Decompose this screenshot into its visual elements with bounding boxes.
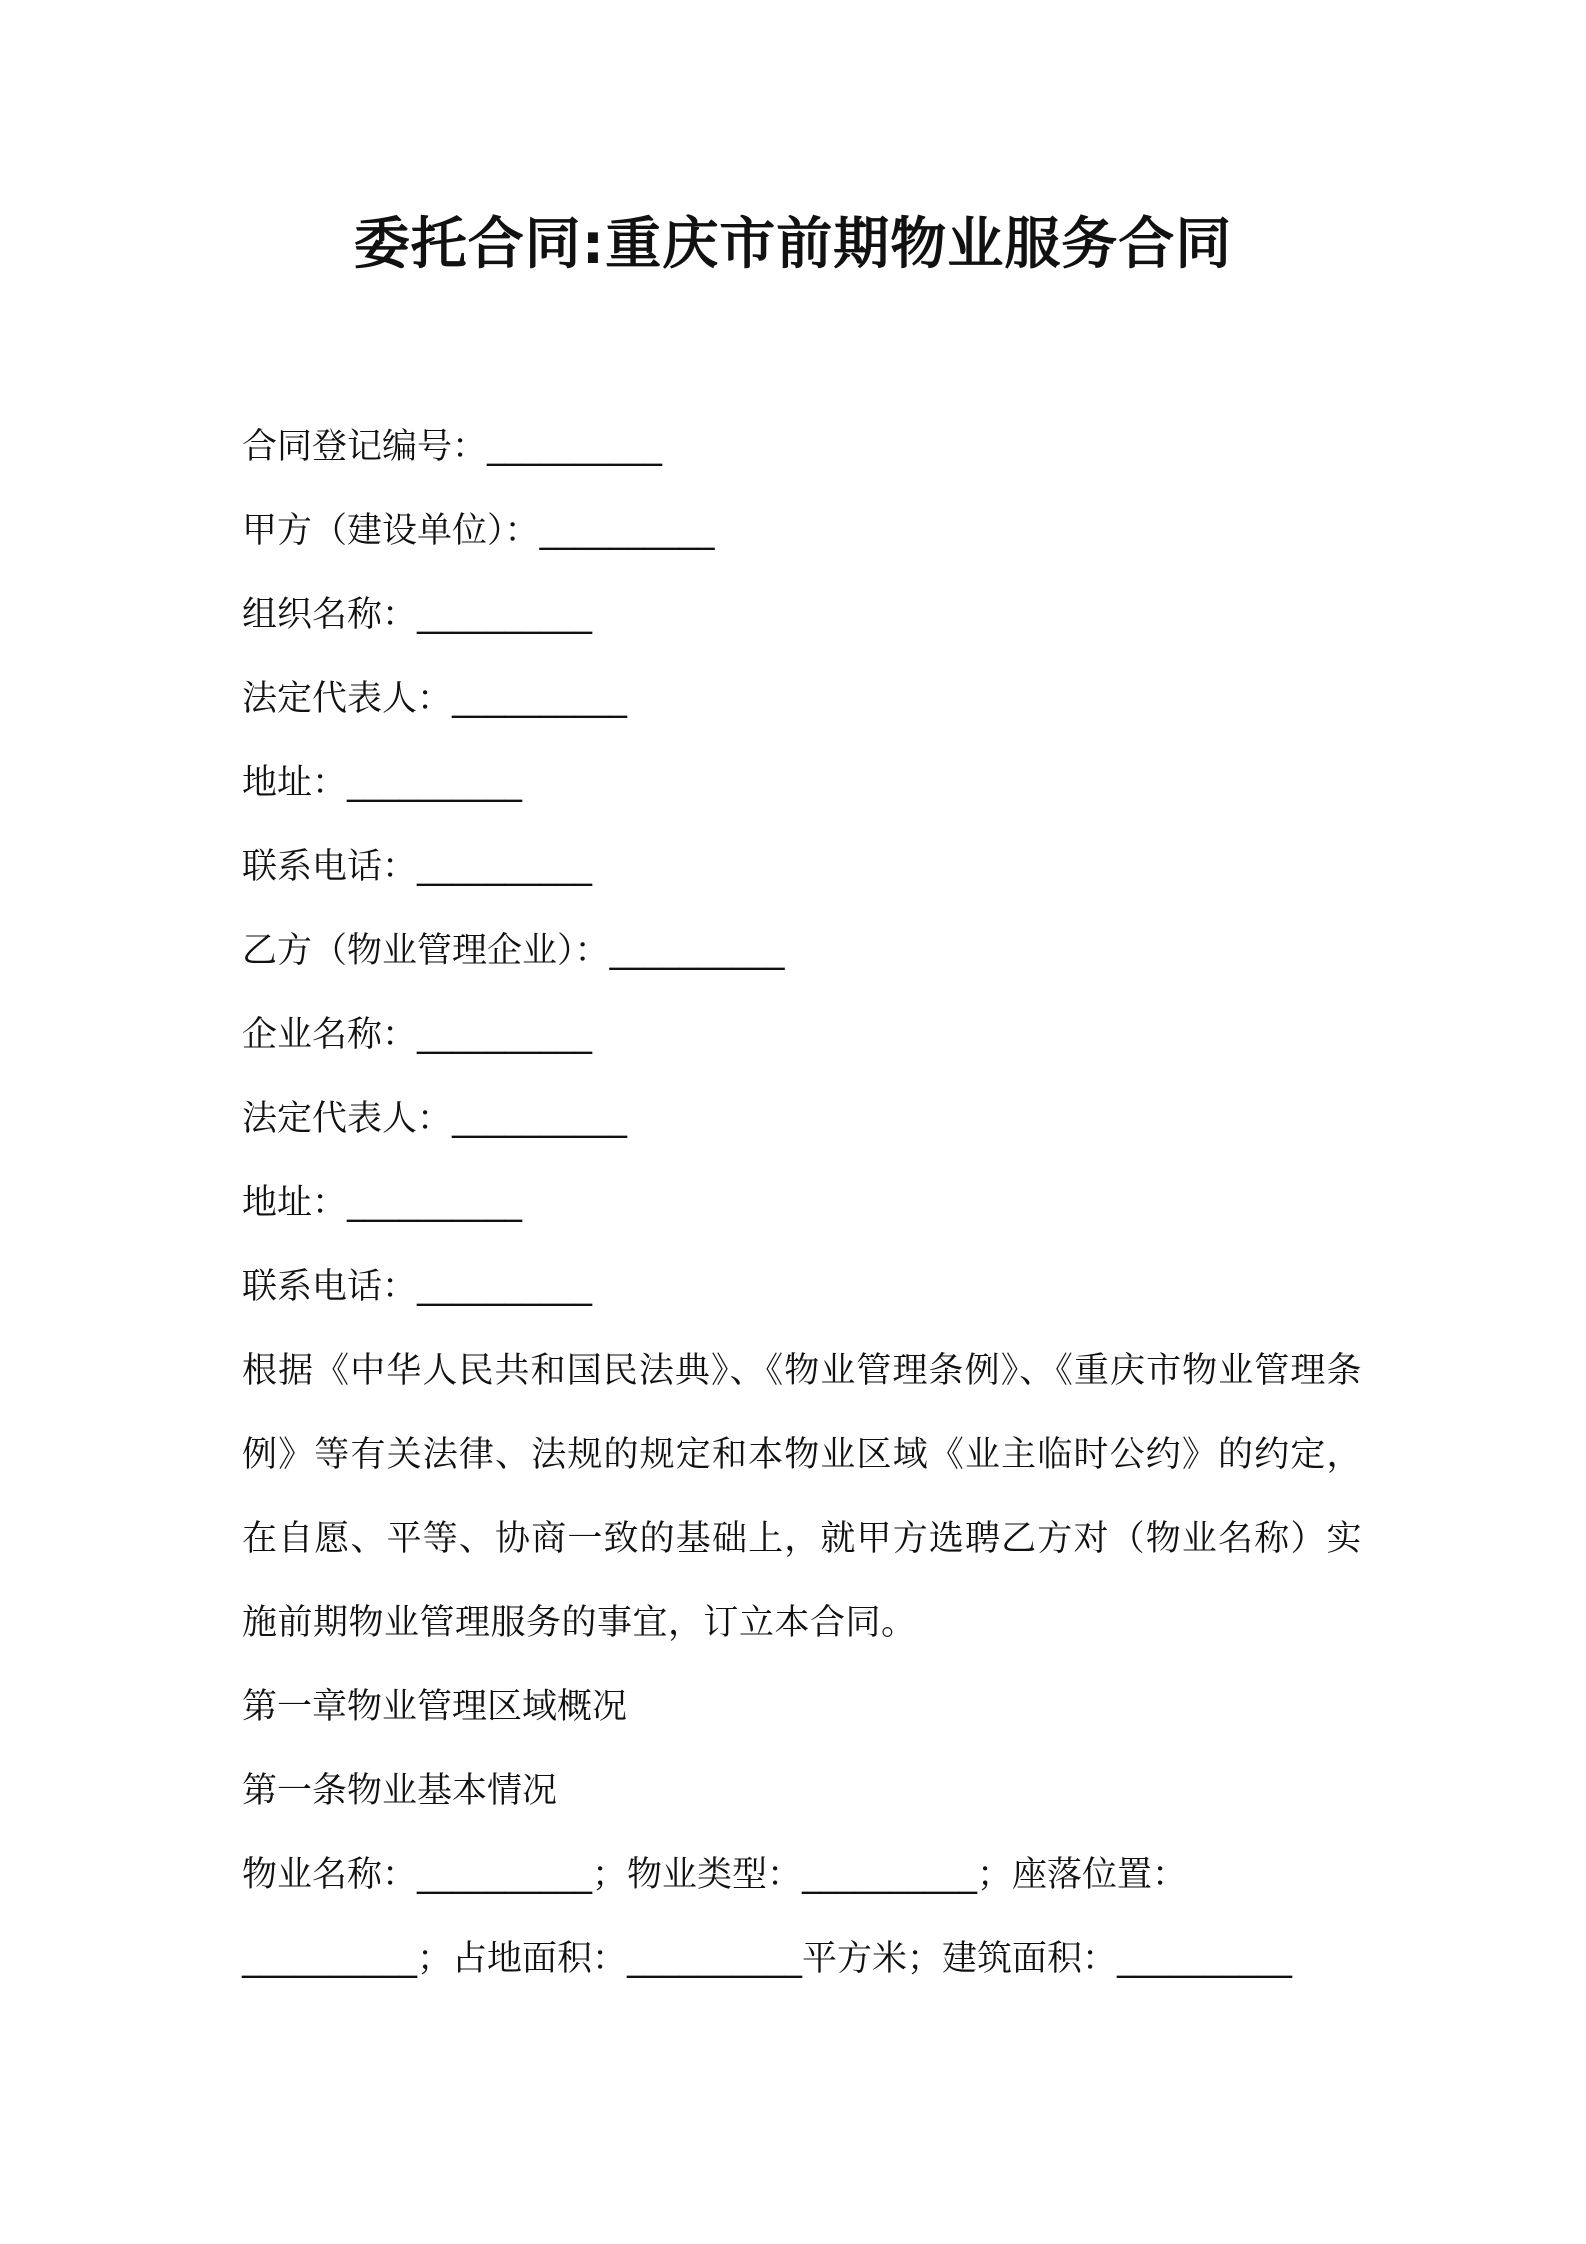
property-details-line-1: 物业名称：__________；物业类型：__________；座落位置：: [242, 1855, 1188, 1895]
field-address-b: 地址：__________: [242, 1183, 523, 1223]
field-legal-representative-a: 法定代表人：__________: [242, 679, 628, 719]
intro-paragraph: 根据《中华人民共和国民法典》、《物业管理条例》、《重庆市物业管理条例》等有关法律、法规的规定和本物业区域《业主临时公约》的约定，在自愿、平等、协商一致的基础上，就甲方选聘乙方对（物业名称）实施前期物业管理服务的事宜，订立本合同。: [242, 1351, 1362, 1643]
field-phone-b: 联系电话：__________: [242, 1267, 593, 1307]
field-address-a: 地址：__________: [242, 763, 523, 803]
article-heading: 第一条物业基本情况: [242, 1771, 558, 1811]
document-title: 委托合同:重庆市前期物业服务合同: [353, 212, 1233, 277]
field-organization-name: 组织名称：__________: [242, 595, 593, 635]
chapter-heading: 第一章物业管理区域概况: [242, 1687, 628, 1727]
field-legal-representative-b: 法定代表人：__________: [242, 1099, 628, 1139]
document-body: [242, 405, 1362, 2001]
field-party-b: 乙方（物业管理企业）：__________: [242, 931, 785, 971]
field-party-a: 甲方（建设单位）：__________: [242, 511, 715, 551]
field-company-name: 企业名称：__________: [242, 1015, 593, 1055]
property-details-line-2: __________；占地面积：__________平方米；建筑面积：__________: [242, 1939, 1293, 1979]
field-phone-a: 联系电话：__________: [242, 847, 593, 887]
field-registration-number: 合同登记编号：__________: [242, 427, 663, 467]
